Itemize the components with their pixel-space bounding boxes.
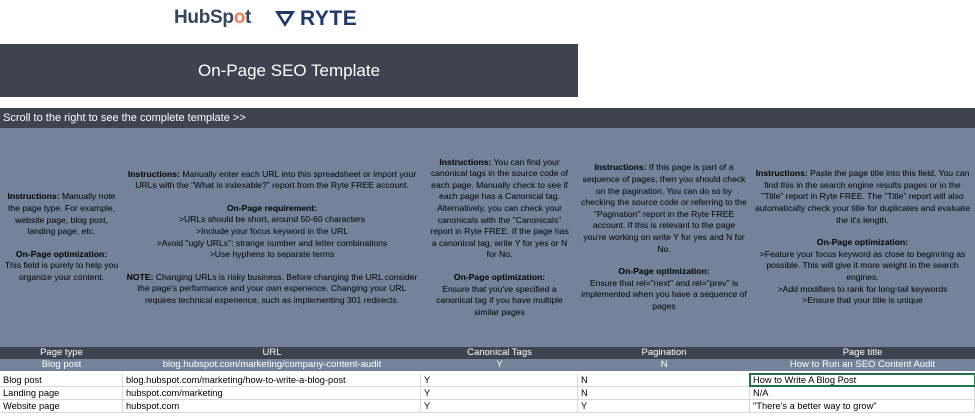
cell[interactable]: Y bbox=[421, 387, 578, 399]
cell[interactable]: Y bbox=[421, 374, 578, 386]
instructions-pagination: Instructions: If this page is part of a sequence of pages, then you should check on the pagination. You can do so by checking the source code or referring to the "Pagination" report in the Ryte FREE account. If this is relevant to the page you're working on write Y for yes and N for No. On-Page optimization: Ensure that rel="next" and rel="prev" is implemented when you have a sequence of pages bbox=[581, 162, 747, 311]
cell[interactable]: Blog post bbox=[41, 359, 82, 370]
cell[interactable]: Website page bbox=[0, 400, 123, 412]
instructions-row bbox=[0, 128, 975, 347]
column-header-canonical[interactable]: Canonical Tags bbox=[467, 347, 532, 358]
cell[interactable]: "There's a better way to grow" bbox=[750, 400, 975, 412]
cell[interactable]: N bbox=[578, 374, 750, 386]
cell[interactable]: hubspot.com bbox=[123, 400, 421, 412]
hubspot-logo: HubSpot bbox=[174, 7, 252, 28]
ryte-mark-icon bbox=[274, 10, 296, 28]
cell[interactable]: blog.hubspot.com/marketing/how-to-write-a-blog-post bbox=[123, 374, 421, 386]
column-header-row bbox=[0, 347, 975, 359]
column-header-page-type[interactable]: Page type bbox=[40, 347, 83, 358]
instructions-page-title: Instructions: Paste the page title into this field. You can find this in the search engine results pages or in the "Title" report in Ryte FREE. The "Title" report will also automatically check your title for duplicates and evaluate the it's length. On-Page optimization: >Feature your focus keyword as close to beginning as possible. This will give it more weight in the search engines. >Add modifiers to rank for long-tail keywords >Ensure that your title is unique bbox=[755, 168, 970, 306]
cell[interactable]: How to Run an SEO Content Audit bbox=[789, 359, 936, 370]
scroll-hint: Scroll to the right to see the complete template >> bbox=[0, 108, 975, 128]
cell[interactable]: N bbox=[660, 359, 668, 370]
table-row bbox=[0, 400, 975, 413]
cell[interactable]: Y bbox=[496, 359, 503, 370]
instructions-canonical: Instructions: You can find your canonical tags in the source code of each page. Manually check to see if each page has a Canonical tag. Alternatively, you can check your canonicals with the "Canonicals" report in Ryte FREE. If the page has a canonical tag, write Y for yes or N for No. On-Page optimization: Ensure that you've specified a canonical tag if you have multiple similar pages bbox=[430, 156, 569, 317]
cell[interactable]: hubspot.com/marketing bbox=[123, 387, 421, 399]
column-header-page-title[interactable]: Page title bbox=[842, 347, 883, 358]
instructions-url: Instructions: Manually enter each URL into this spreadsheet or import your URLs with the "What is indexable?" report from the Ryte FREE account. On-Page requirement: >URLs should be short, around 50-60 characters >Include your focus keyword in the URL >Avoid "ugly URLs": strange number and letter combinations >Use hyphens to separate terms NOTE: Changing URLs is risky business. Before changing the URL consider the page's performance and your own experience. Changing your URL requires technical experience, such as implementing 301 redirects. bbox=[126, 168, 418, 305]
table-row bbox=[0, 374, 975, 387]
instructions-page-type: Instructions: Manually note the page type. For example, website page, blog post, landing page, etc. On-Page optimization: This field is purely to help you organize your content. bbox=[4, 191, 119, 282]
cell[interactable]: Y bbox=[421, 400, 578, 412]
cell[interactable]: Y bbox=[578, 400, 750, 412]
cell[interactable]: Landing page bbox=[0, 387, 123, 399]
ryte-logo bbox=[274, 6, 357, 32]
column-header-pagination[interactable]: Pagination bbox=[641, 347, 687, 358]
table-row bbox=[0, 387, 975, 400]
cell[interactable]: blog.hubspot.com/marketing/company-content-audit bbox=[162, 359, 382, 370]
example-row bbox=[0, 359, 975, 371]
cell[interactable]: N/A bbox=[750, 387, 975, 399]
logo-bar bbox=[0, 0, 975, 44]
ryte-wordmark: RYTE bbox=[300, 7, 358, 30]
selected-cell[interactable]: How to Write A Blog Post bbox=[750, 374, 975, 386]
column-header-url[interactable]: URL bbox=[262, 347, 282, 358]
page-title: On-Page SEO Template bbox=[0, 44, 578, 97]
cell[interactable]: Blog post bbox=[0, 374, 123, 386]
cell[interactable]: N bbox=[578, 387, 750, 399]
